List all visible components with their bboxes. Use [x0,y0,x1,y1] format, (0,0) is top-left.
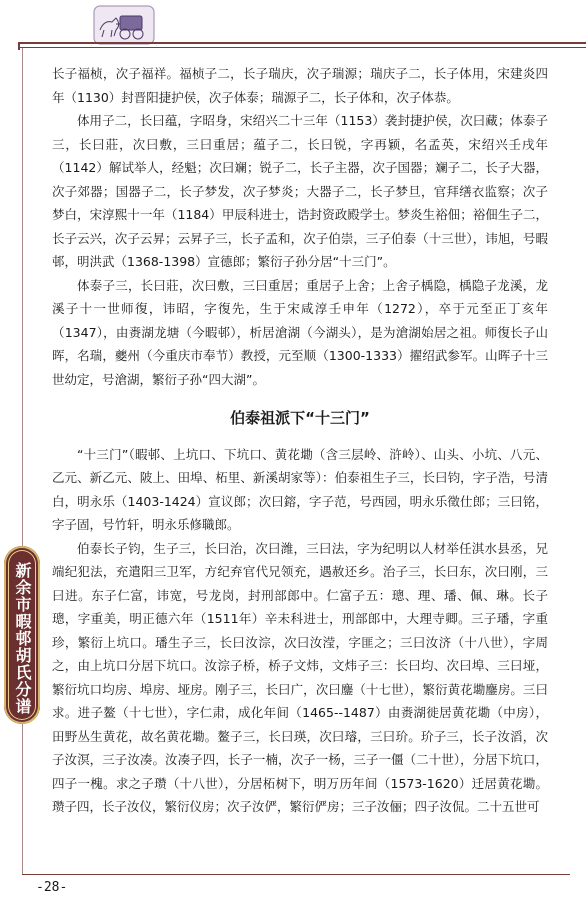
sidebar-genealogy-tab [4,546,40,724]
paragraph: 长子福桢，次子福祥。福桢子二，长子瑞庆，次子瑞源；瑞庆子二，长子体用，宋建炎四年（1130）封晋阳捷护侯，次子体泰；瑞源子二，长子体和，次子体恭。 [52,66,548,105]
page-frame-left [22,48,23,875]
header-rule [18,42,586,48]
page-body [52,62,548,819]
page-frame-bottom [22,874,570,875]
paragraph: 体泰子三，长曰莊，次曰敷，三曰重居；重居子上舍；上舍子楀隐，楀隐子龙溪，龙溪子十一世师復，讳昭，字復先，生于宋咸淳壬申年（1272），卒于元至正丁亥年（1347），由赉湖龙塘（今暇邨），析居滄湖（今湖头），是为滄湖始居之祖。师復长子山晖，名瑞，夔州（今重庆市奉节）教授，元至顺（1300-1333）擢绍武参军。山晖子十三世幼定，号滄湖，繁衍子孙“四大湖”。 [52,277,548,387]
paragraph: “十三门”（暇邨、上坑口、下坑口、黄花墈（含三层岭、浒岭）、山头、小坑、八元、乙元、新乙元、陂上、田埠、柘里、新溪胡家等）：伯泰祖生子三，长曰钧，字子浩，号清白，明永乐（1403-1424）宣议郎；次曰鎔，字子范，号西园，明永乐徵仕郎；三曰铭，字子固，号竹轩，明永乐修職郎。 [52,446,548,532]
sidebar-tab-label: 新余市暇邨胡氏分谱 [13,562,32,715]
header-corner-ornament [18,42,28,50]
paragraph: 体用子二，长曰蕴，字昭身，宋绍兴二十三年（1153）袭封捷护侯，次曰藏；体泰子三，长曰莊，次曰敷，三曰重居；蕴子二，长曰锐，字再颖，名孟英，宋绍兴壬戌年（1142）解试举人，经魁；次曰斓；锐子二，长子主器，次子国器；斓子二，长子大器，次子郊器；国器子二，长子梦发，次子梦炎；大器子二，长子梦旦，官拜缮衣监察；次子梦白，宋淳熙十一年（1184）甲辰科进士，诰封资政殿学士。梦炎生裕佃；裕佃生子二，长子云兴，次子云昇；云昇子三，长子孟和，次子伯崇，三子伯泰（十三世），讳旭，号暇邨，明洪武（1368-1398）宣德郎；繁衍子孙分居“十三门”。 [52,113,548,269]
section-title: 伯泰祖派下“十三门” [230,409,370,427]
page-number: -28- [36,880,68,895]
paragraph: 伯泰长子钧，生子三，长曰治，次曰潍，三曰法，字为纪明以人材举任淇水县丞，兄端纪犯法，充遣阳三卫军，方纪弃官代兄领充，遇赦还乡。治子三，长曰东，次曰刚，三曰进。东子仁富，讳宽，号龙岗，封刑部郎中。仁富子五：璁、理、璠、佩、琳。长子璁，字重美，明正德六年（1511年）辛未科进士，刑部郎中，大理寺卿。三子璠，字重珍，繁衍上坑口。璠生子三，长曰汝淙，次曰汝滢，字匪之；三曰汝济（十八世），字周之，由上坑口分居下坑口。汝淙子桥，桥子文炜，文炜子三：长曰均、次曰埠、三曰垭，繁衍坑口均房、埠房、垭房。刚子三，长曰广，次曰鏖（十七世），繁衍黄花墈鏖房。三曰求。进子鳌（十七世），字仁肃，成化年间（1465--1487）由赉湖徙居黄花墈（中房），田野丛生黄花，故名黄花墈。鳌子三，长曰瑛，次曰璿，三曰玠。玠子三，长子汝滔，次子汝溟，三子汝凑。汝凑子四，长子一楠，次子一杨，三子一僵（二十世），分居下坑口，四子一槐。求之子瓒（十八世），分居柘树下，明万历年间（1573-1620）迁居黄花墈。瓒子四，长子汝仪，繁衍仪房；次子汝俨，繁衍俨房；三子汝俪；四子汝侃。二十五世可 [52,540,548,814]
horse-carriage-icon [92,4,156,46]
